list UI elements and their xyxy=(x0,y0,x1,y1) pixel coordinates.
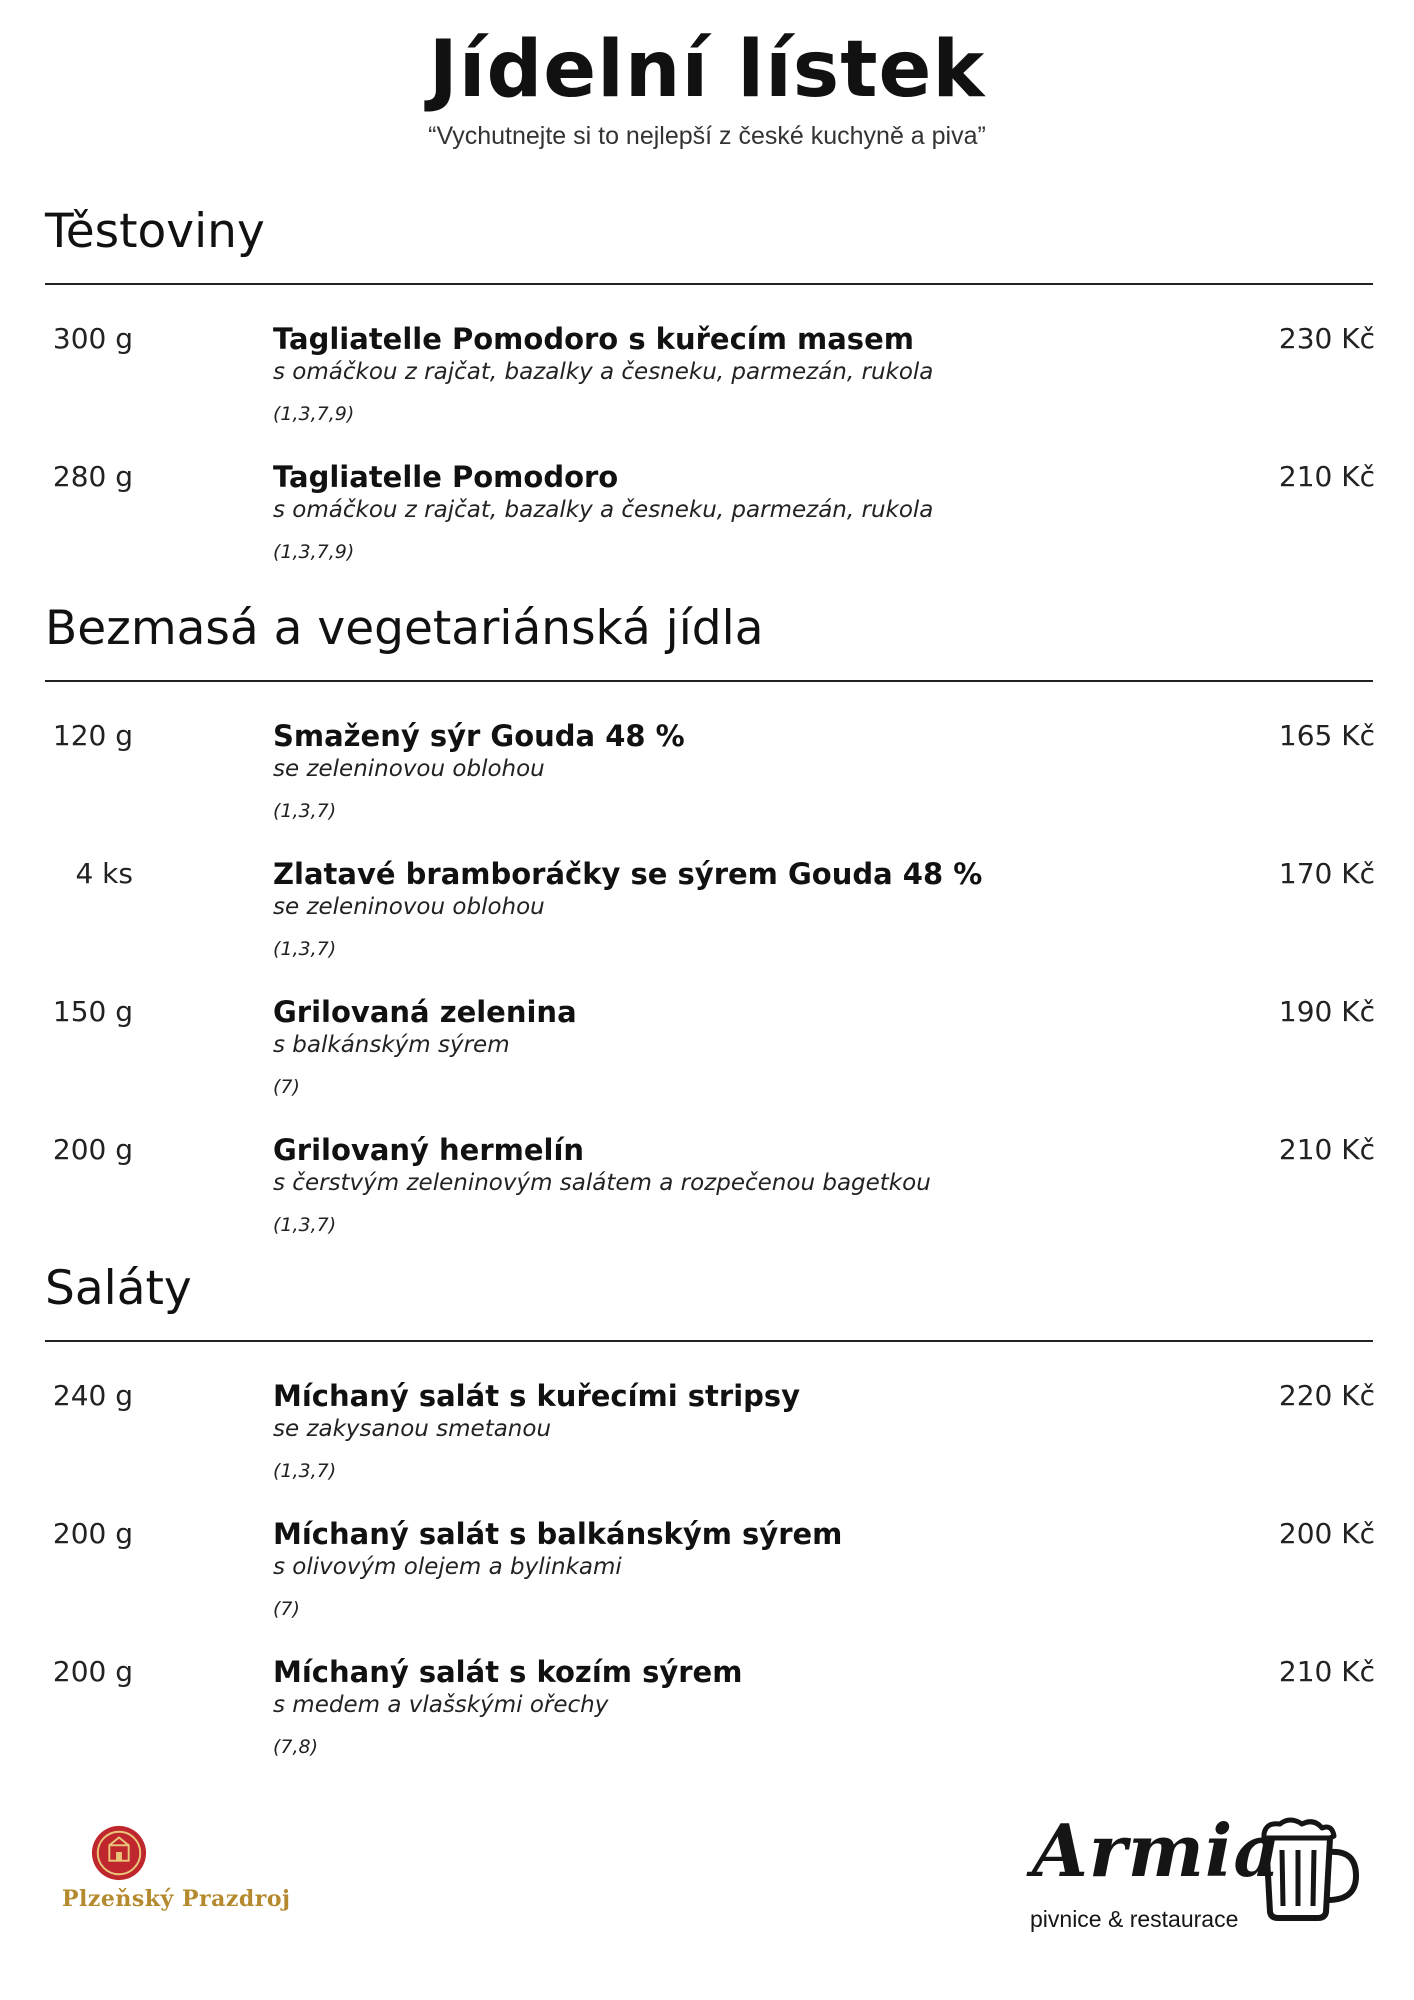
section-divider xyxy=(45,680,1373,682)
item-name: Míchaný salát s balkánským sýrem xyxy=(273,1517,843,1551)
restaurant-subtitle: pivnice & restaurace xyxy=(1030,1906,1239,1932)
item-allergens: (7) xyxy=(273,1598,300,1620)
item-price: 220 Kč xyxy=(1278,1379,1375,1412)
section-vegetarian xyxy=(45,601,1375,1236)
item-name: Míchaný salát s kozím sýrem xyxy=(273,1655,743,1689)
item-allergens: (1,3,7) xyxy=(273,800,337,822)
item-allergens: (1,3,7,9) xyxy=(273,403,355,425)
item-description: s balkánským sýrem xyxy=(273,1032,510,1058)
section-title: Bezmasá a vegetariánská jídla xyxy=(45,601,764,656)
item-weight: 280 g xyxy=(52,460,133,493)
section-title: Saláty xyxy=(45,1261,192,1316)
item-name: Míchaný salát s kuřecími stripsy xyxy=(273,1379,801,1413)
item-name: Tagliatelle Pomodoro xyxy=(273,460,619,494)
section-title: Těstoviny xyxy=(45,204,265,259)
item-name: Smažený sýr Gouda 48 % xyxy=(273,719,685,753)
item-price: 210 Kč xyxy=(1278,1133,1375,1166)
section-divider xyxy=(45,283,1373,285)
item-name: Grilovaný hermelín xyxy=(273,1133,585,1167)
brewery-name: Plzeňský Prazdroj xyxy=(62,1886,291,1912)
brewery-seal-icon xyxy=(90,1824,148,1882)
item-weight: 200 g xyxy=(52,1133,133,1166)
item-weight: 300 g xyxy=(52,322,133,355)
item-name: Grilovaná zelenina xyxy=(273,995,577,1029)
section-divider xyxy=(45,1340,1373,1342)
item-weight: 240 g xyxy=(52,1379,133,1412)
item-weight: 120 g xyxy=(52,719,133,752)
item-description: se zeleninovou oblohou xyxy=(273,756,545,782)
item-allergens: (1,3,7,9) xyxy=(273,541,355,563)
section-pasta xyxy=(45,204,1375,563)
restaurant-name: Armia xyxy=(1032,1808,1281,1893)
item-description: s omáčkou z rajčat, bazalky a česneku, parmezán, rukola xyxy=(273,497,934,523)
item-description: se zeleninovou oblohou xyxy=(273,894,545,920)
page-subtitle: “Vychutnejte si to nejlepší z české kuchyně a piva” xyxy=(428,122,986,150)
item-description: s medem a vlašskými ořechy xyxy=(273,1692,609,1718)
item-allergens: (1,3,7) xyxy=(273,938,337,960)
item-price: 210 Kč xyxy=(1278,460,1375,493)
item-allergens: (7,8) xyxy=(273,1736,319,1758)
item-description: s čerstvým zeleninovým salátem a rozpečenou bagetkou xyxy=(273,1170,931,1196)
brewery-logo xyxy=(62,1820,291,1930)
item-weight: 200 g xyxy=(52,1655,133,1688)
item-weight: 4 ks xyxy=(75,857,133,890)
item-allergens: (1,3,7) xyxy=(273,1460,337,1482)
item-allergens: (7) xyxy=(273,1076,300,1098)
item-description: s omáčkou z rajčat, bazalky a česneku, parmezán, rukola xyxy=(273,359,934,385)
item-price: 200 Kč xyxy=(1278,1517,1375,1550)
page-title: Jídelní lístek xyxy=(428,25,986,115)
item-weight: 150 g xyxy=(52,995,133,1028)
item-price: 170 Kč xyxy=(1278,857,1375,890)
item-description: se zakysanou smetanou xyxy=(273,1416,552,1442)
beer-mug-icon xyxy=(1256,1816,1366,1926)
item-price: 190 Kč xyxy=(1278,995,1375,1028)
item-weight: 200 g xyxy=(52,1517,133,1550)
restaurant-logo xyxy=(1028,1808,1368,1948)
item-price: 230 Kč xyxy=(1278,322,1375,355)
section-salads xyxy=(45,1261,1375,1758)
item-name: Tagliatelle Pomodoro s kuřecím masem xyxy=(273,322,914,356)
item-price: 210 Kč xyxy=(1278,1655,1375,1688)
item-description: s olivovým olejem a bylinkami xyxy=(273,1554,622,1580)
item-price: 165 Kč xyxy=(1278,719,1375,752)
item-name: Zlatavé bramboráčky se sýrem Gouda 48 % xyxy=(273,857,983,891)
item-allergens: (1,3,7) xyxy=(273,1214,337,1236)
